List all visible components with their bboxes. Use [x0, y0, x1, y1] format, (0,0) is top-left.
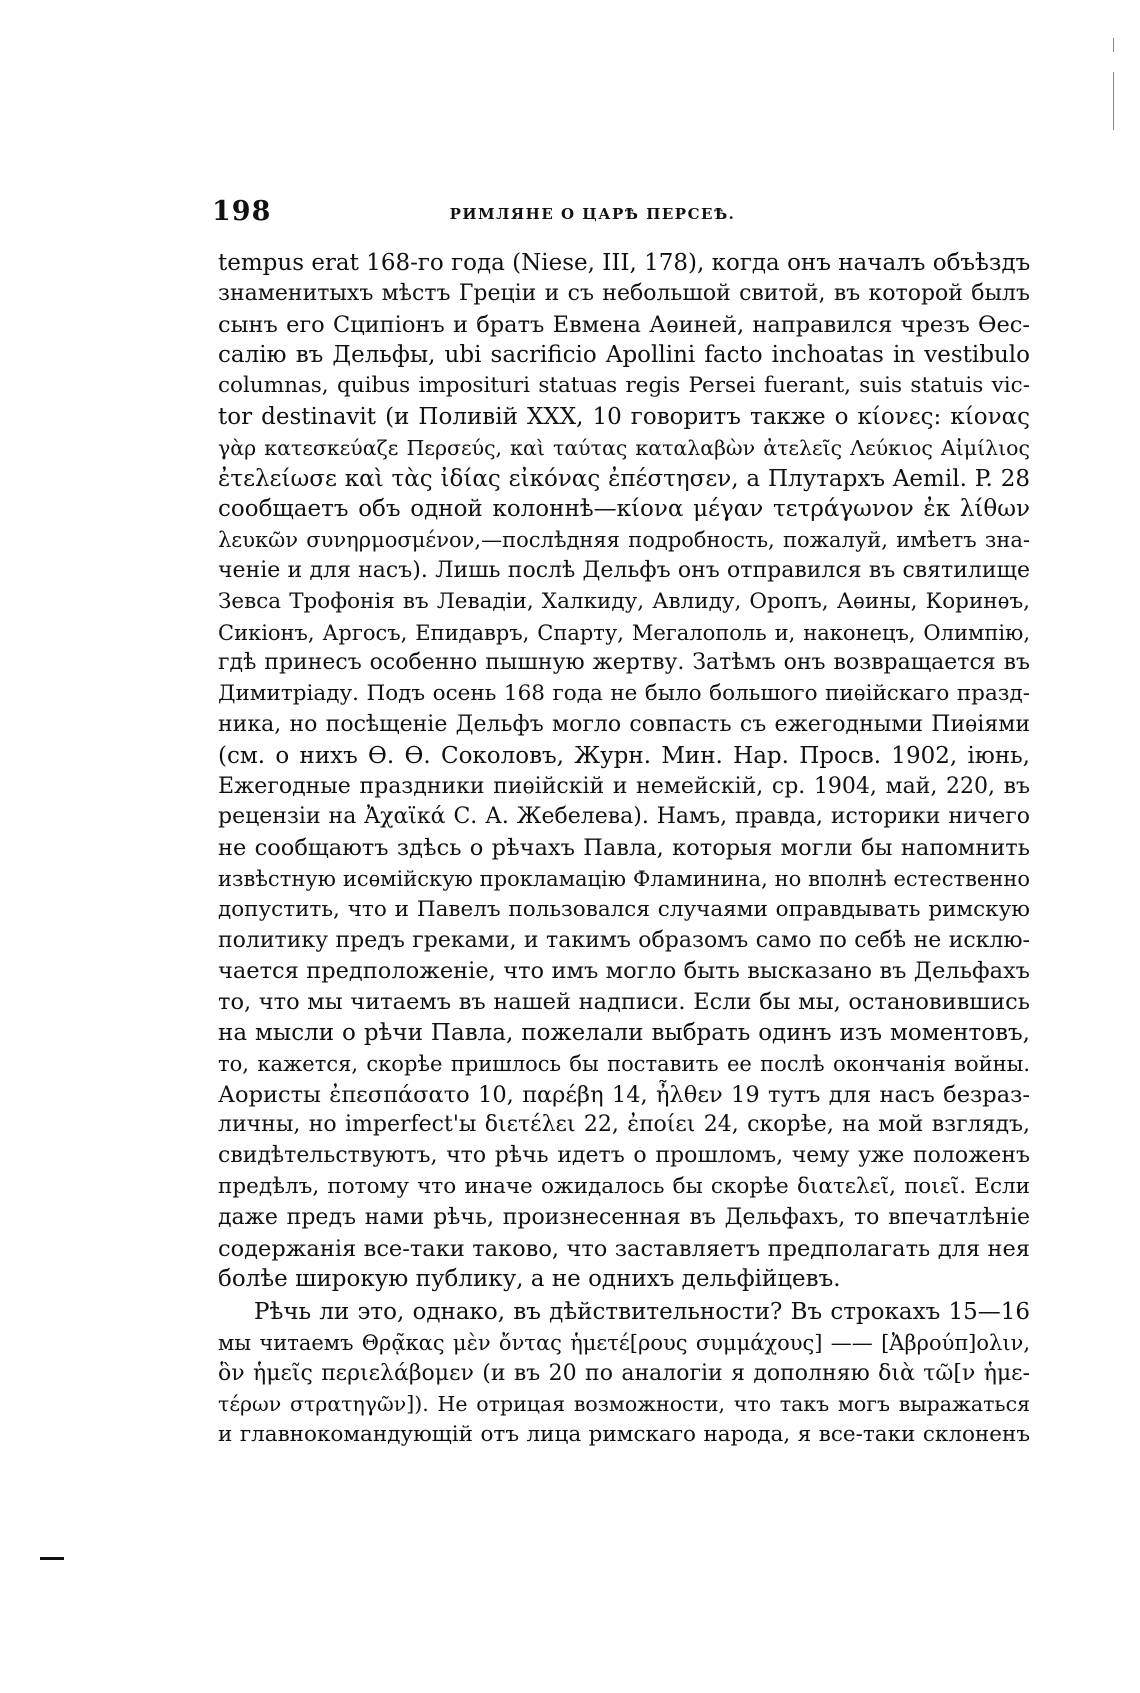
text-line: τέρων στρατηγῶν]). Не отрицая возможности, что такъ могъ выражаться [218, 1392, 1030, 1417]
margin-dash [40, 1557, 64, 1560]
text-line: columnas, quibus impositurі statuas regis Persei fuerant, suis statuis vic- [218, 373, 1030, 399]
text-line: болѣе широкую публику, а не однихъ дельфійцевъ. [218, 1266, 841, 1293]
text-line: политику предъ греками, и такимъ образомъ само по себѣ не исклю- [218, 927, 1030, 953]
body-text [218, 248, 1030, 1451]
text-line: знаменитыхъ мѣстъ Греціи и съ небольшой свитой, въ которой былъ [218, 280, 1030, 306]
text-line: сынъ его Сципіонъ и братъ Евмена Аѳиней, направился чрезъ Ѳес- [218, 311, 1030, 338]
text-line: даже предъ нами рѣчь, произнесенная въ Дельфахъ, то впечатлѣніе [218, 1204, 1030, 1230]
text-line: сообщаетъ объ одной колоннѣ—κίονα μέγαν τετράγωνον ἐκ λίθων [218, 496, 1030, 523]
text-line: на мысли о рѣчи Павла, пожелали выбрать одинъ изъ моментовъ, [218, 1019, 1030, 1046]
paragraph-2 [218, 1297, 1030, 1451]
running-title: РИМЛЯНЕ О ЦАРѢ ПЕРСЕѢ. [449, 205, 736, 223]
text-line: (см. о нихъ Ѳ. Ѳ. Соколовъ, Журн. Мин. Нар. Просв. 1902, іюнь, [218, 742, 1030, 769]
text-line: Сикіонъ, Аргосъ, Епидавръ, Спарту, Мегалополь и, наконецъ, Олимпію, [218, 620, 1030, 645]
text-line: гдѣ принесъ особенно пышную жертву. Затѣмъ онъ возвращается въ [218, 650, 1030, 676]
text-line: tempus erat 168-го года (Niese, III, 178), когда онъ началъ объѣздъ [218, 250, 1030, 276]
text-line: содержанія все-таки таково, что заставляетъ предполагать для нея [218, 1235, 1030, 1262]
text-line: салію въ Дельфы, ubi sacrificio Apollini facto inchoatas in vestibulo [218, 342, 1030, 369]
text-line: предѣлъ, потому что иначе ожидалось бы скорѣе διατελεῖ, ποιεῖ. Если [218, 1173, 1030, 1199]
page-number: 198 [212, 196, 272, 227]
margin-tick-top [1113, 38, 1114, 52]
text-line: ника, но посѣщеніе Дельфъ могло совпасть съ ежегодными Пиѳіями [218, 711, 1030, 737]
paragraph-1 [218, 248, 1030, 1295]
text-line: ченіе и для насъ). Лишь послѣ Дельфъ онъ отправился въ святилище [218, 557, 1030, 583]
text-line: мы читаемъ Θρᾳ̃κας μὲν ὄντας ἡμετέ[ρους συμμάχους] —— [Ἀβρούπ]ολιν, [218, 1330, 1030, 1355]
text-line: и главнокомандующій отъ лица римскаго народа, я все-таки склоненъ [218, 1422, 1030, 1448]
text-line: Рѣчь ли это, однако, въ дѣйствительности? Въ строкахъ 15—16 [254, 1299, 1030, 1326]
text-line: λευκῶν συνηρμοσμένον,—послѣдняя подробность, пожалуй, имѣетъ зна- [218, 528, 1030, 553]
text-line: ἐτελείωσε καὶ τὰς ἰδίας εἰκόνας ἐπέστησεν, а Плутархъ Aemil. P. 28 [218, 465, 1030, 492]
text-line: допустить, что и Павелъ пользовался случаями оправдывать римскую [218, 896, 1030, 922]
text-line: tor destinavit (и Поливій XXX, 10 говоритъ также о κίονες: κίονας [218, 403, 1030, 430]
text-line: личны, но imperfect'ы διετέλει 22, ἐποίει 24, скорѣе, на мой взглядъ, [218, 1112, 1030, 1138]
text-line: Ежегодные праздники пиѳійскій и немейскій, ср. 1904, май, 220, въ [218, 773, 1030, 799]
text-line: ὃν ἡμεῖς περιελάβομεν (и въ 20 по аналогіи я дополняю διὰ τῶ[ν ἡμε- [218, 1360, 1030, 1386]
text-line: Зевса Трофонія въ Левадіи, Халкиду, Авлиду, Оропъ, Аѳины, Коринѳъ, [218, 588, 1030, 614]
text-line: то, что мы читаемъ въ нашей надписи. Если бы мы, остановившись [218, 989, 1030, 1016]
margin-tick-mid [1113, 72, 1114, 130]
text-line: γὰρ κατεσκεύαζε Περσεύς, καὶ ταύτας καταλαβὼν ἀτελεῖς Λεύκιος Αἰμίλιος [218, 435, 1030, 460]
text-line: Аористы ἐπεσπάσατο 10, παρέβη 14, ἦλθεν 19 тутъ для насъ безраз- [218, 1081, 1030, 1108]
text-line: свидѣтельствуютъ, что рѣчь идетъ о прошломъ, чему уже положенъ [218, 1143, 1030, 1169]
text-line: чается предположеніе, что имъ могло быть высказано въ Дельфахъ [218, 958, 1030, 985]
text-line: извѣстную исѳмійскую прокламацію Фламинина, но вполнѣ естественно [218, 866, 1030, 891]
text-line: не сообщаютъ здѣсь о рѣчахъ Павла, которыя могли бы напомнить [218, 835, 1030, 862]
text-line: Димитріаду. Подъ осень 168 года не было большого пиѳійскаго празд- [218, 681, 1030, 707]
text-line: то, кажется, скорѣе пришлось бы поставить ее послѣ окончанія войны. [218, 1051, 1030, 1076]
text-line: рецензіи на Ἀχαϊκά С. А. Жебелева). Намъ, правда, историки ничего [218, 804, 1030, 830]
